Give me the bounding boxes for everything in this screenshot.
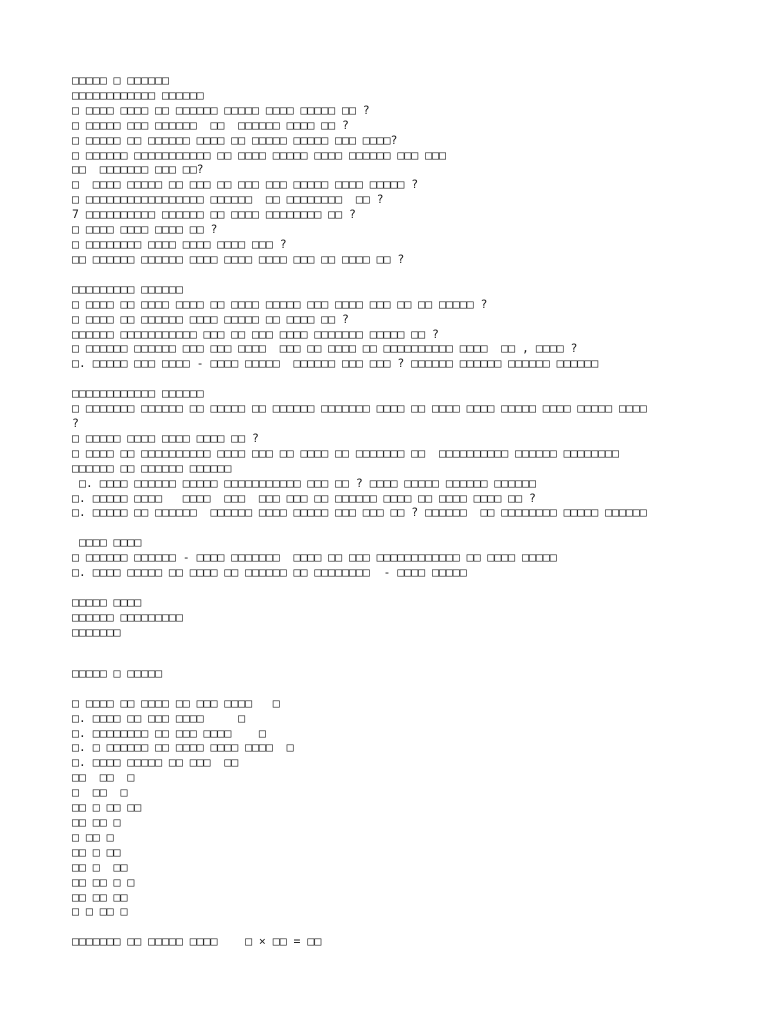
text-line: □□□□□ □□□□ xyxy=(72,595,142,610)
paragraph-gap xyxy=(72,580,712,595)
paragraph-gap xyxy=(72,371,712,386)
text-line: □ □□□□□ □□□ □□□□□□ □□ □□□□□□ □□□□ □□ ? xyxy=(72,117,349,132)
paragraph-gap xyxy=(72,919,712,934)
text-line: □. □□□□□ □□ □□□□□□ □□□□□□ □□□□ □□□□□ □□□ □□□ □□ ? □□□□□□ □□ □□□□□□□□ □□□□□ □□□□□□ xyxy=(72,505,647,520)
text-block xyxy=(72,696,712,920)
paragraph-gap xyxy=(72,640,712,666)
text-line: □. □□□□ □□ □□□ □□□□ □ xyxy=(72,710,246,725)
text-line: □□ □ □□ xyxy=(72,844,121,859)
text-line: □. □□□□□ □□□□ □□□□ □□□ □□□ □□□ □□ □□□□□□ □□□□ □□ □□□□ □□□□ □□ ? xyxy=(72,490,536,505)
text-line: □ □□□□ □□ □□□□□□ □□□□ □□□□□ □□ □□□□ □□ ? xyxy=(72,311,349,326)
text-line: □. □□□□□□□□ □□ □□□ □□□□ □ xyxy=(72,725,266,740)
text-line: □. □□□□ □□□□□ □□ □□□ □□ xyxy=(72,755,239,770)
text-line: □ □□□□□□□ □□□□□□ □□ □□□□□ □□ □□□□□□ □□□□□□□ □□□□ □□ □□□□ □□□□ □□□□□ □□□□ □□□□□ □□□□ xyxy=(72,401,647,416)
paragraph-gap xyxy=(72,267,712,282)
text-line: □ □□□□ □□□□□ □□ □□□ □□ □□□ □□□ □□□□□ □□□□ □□□□□ ? xyxy=(72,177,419,192)
text-line: □ □ □□ □ xyxy=(72,904,128,919)
text-line: □□□□ □□□□ xyxy=(72,535,142,550)
text-block xyxy=(72,73,712,267)
text-line: □□□□□□□□□ □□□□□□ xyxy=(72,281,183,296)
text-line: □ □□□□□□ □□□□□□□□□□□ □□ □□□□ □□□□□ □□□□ □□□□□□ □□□ □□□ xyxy=(72,147,446,162)
text-line: □ □□□□ □□□□ □□ □□□□□□ □□□□□ □□□□ □□□□□ □□ ? xyxy=(72,102,370,117)
text-line: □ □□□□□□ □□□□□□ - □□□□ □□□□□□□ □□□□ □□ □□□ □□□□□□□□□□□□ □□ □□□□ □□□□□ xyxy=(72,550,557,565)
text-line: □ □□ □ xyxy=(72,785,128,800)
text-line: □ □□ □ xyxy=(72,829,114,844)
text-line: □□ □□ □□ xyxy=(72,889,128,904)
text-line: □□ □□□□□□ □□□□□□ □□□□ □□□□ □□□□ □□□ □□ □□□□ □□ ? xyxy=(72,251,405,266)
paragraph-gap xyxy=(72,681,712,696)
text-line: □□ □□ □ □ xyxy=(72,874,135,889)
text-line: □□ □□ □ xyxy=(72,814,121,829)
text-line: □□ □ □□ xyxy=(72,859,128,874)
text-line: □□□□□□□□□□□□ □□□□□□ xyxy=(72,87,204,102)
text-line: ? xyxy=(72,416,79,431)
text-line: □□ □□ □ xyxy=(72,770,135,785)
text-line: □. □ □□□□□□ □□ □□□□ □□□□ □□□□ □ xyxy=(72,740,294,755)
document-page xyxy=(72,73,712,949)
text-line: □□ □ □□ □□ xyxy=(72,800,142,815)
text-block xyxy=(72,595,712,640)
text-line: □ □□□□ □□□□ □□□□ □□ ? xyxy=(72,222,218,237)
text-line: 7 □□□□□□□□□□ □□□□□□ □□ □□□□ □□□□□□□□ □□ ? xyxy=(72,207,356,222)
text-line: □□ □□□□□□□ □□□ □□? xyxy=(72,162,204,177)
text-line: □□□□□□ □□□□□□□□□□□ □□□ □□ □□□ □□□□ □□□□□□□ □□□□□ □□ ? xyxy=(72,326,439,341)
text-line: □□□□□□ □□□□□□□□□ xyxy=(72,610,183,624)
text-line: □□□□□□□ □□ □□□□□ □□□□ □ × □□ = □□ xyxy=(72,934,322,949)
text-line: □□□□□□□ xyxy=(72,624,121,639)
text-block xyxy=(72,535,712,580)
text-block xyxy=(72,386,712,520)
text-line: □. □□□□ □□□□□ □□ □□□□ □□ □□□□□□ □□ □□□□□□□□ - □□□□ □□□□□ xyxy=(72,565,467,580)
text-line: □□□□□□ □□ □□□□□□ □□□□□□ xyxy=(72,460,232,475)
text-block xyxy=(72,666,712,681)
text-block xyxy=(72,934,712,949)
text-line: □□□□□ □ □□□□□ xyxy=(72,665,163,680)
text-line: □. □□□□□ □□□ □□□□ - □□□□ □□□□□ □□□□□□ □□□ □□□ ? □□□□□□ □□□□□□ □□□□□□ □□□□□□ xyxy=(72,356,599,371)
text-line: □ □□□□ □□ □□□□ □□ □□□ □□□□ □ xyxy=(72,695,280,710)
text-line: □ □□□□ □□ □□□□□□□□□□ □□□□ □□□ □□ □□□□ □□ □□□□□□□ □□ □□□□□□□□□□ □□□□□□ □□□□□□□□ xyxy=(72,445,619,460)
text-block xyxy=(72,282,712,371)
paragraph-gap xyxy=(72,520,712,535)
text-line: □ □□□□□ □□ □□□□□□ □□□□ □□ □□□□□ □□□□□ □□□ □□□□? xyxy=(72,132,398,147)
text-line: □□□□□ □ □□□□□□ xyxy=(72,73,169,87)
text-line: □□□□□□□□□□□□ □□□□□□ xyxy=(72,386,204,401)
text-line: □ □□□□□□□□□□□□□□□□□ □□□□□□ □□ □□□□□□□□ □□ ? xyxy=(72,192,384,207)
text-line: □ □□□□ □□ □□□□ □□□□ □□ □□□□ □□□□□ □□□ □□□□ □□□ □□ □□ □□□□□ ? xyxy=(72,296,488,311)
text-line: □ □□□□□ □□□□ □□□□ □□□□ □□ ? xyxy=(72,430,259,445)
text-line: □. □□□□ □□□□□□ □□□□□ □□□□□□□□□□□ □□□ □□ ? □□□□ □□□□□ □□□□□□ □□□□□□ xyxy=(72,475,536,490)
text-line: □ □□□□□□ □□□□□□ □□□ □□□ □□□□ □□□ □□ □□□□ □□ □□□□□□□□□□ □□□□ □□ , □□□□ ? xyxy=(72,341,578,356)
text-line: □ □□□□□□□□ □□□□ □□□□ □□□□ □□□ ? xyxy=(72,236,287,251)
